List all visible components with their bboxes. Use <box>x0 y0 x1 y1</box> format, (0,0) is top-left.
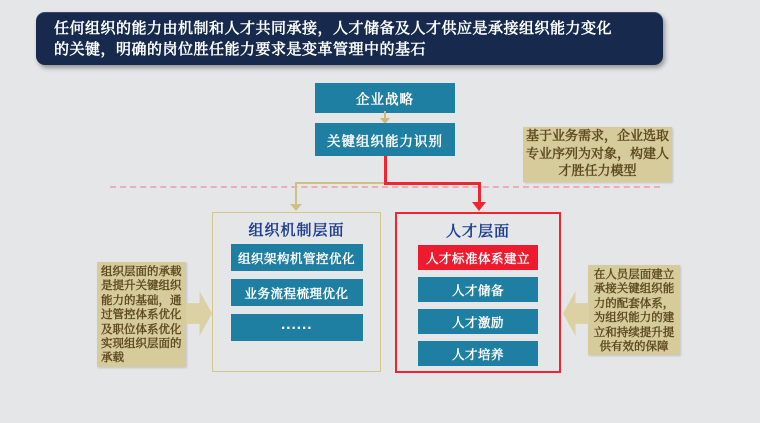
org-item-ellipsis: ······ <box>231 314 363 341</box>
org-mechanism-title: 组织机制层面 <box>248 221 345 239</box>
header-banner <box>36 12 663 65</box>
dashed-divider-line <box>110 186 660 188</box>
talent-item-development: 人才培养 <box>418 341 538 366</box>
connector-red-vertical-right <box>478 182 481 203</box>
header-banner-line2: 的关键，明确的岗位胜任能力要求是变革管理中的基石 <box>54 40 427 58</box>
connector-tan-vertical <box>295 182 297 205</box>
connector-tan-horizontal <box>296 182 386 184</box>
org-item-process-optimization: 业务流程梳理优化 <box>231 279 363 306</box>
tan-arrowhead-icon <box>290 204 302 211</box>
enterprise-strategy-box <box>315 83 455 113</box>
note-org-level <box>97 262 186 367</box>
talent-item-standard-system: 人才标准体系建立 <box>418 245 538 270</box>
connector-red-vertical <box>384 156 387 184</box>
block-arrow-right-icon <box>186 291 212 336</box>
key-capability-box <box>315 123 455 156</box>
block-arrow-left-icon <box>563 291 589 336</box>
note-competency-model-text: 基于业务需求，企业选取专业序列为对象，构建人才胜任力模型 <box>526 129 670 179</box>
talent-item-reserve: 人才储备 <box>418 277 538 302</box>
note-org-level-text: 组织层面的承载是提升关键组织能力的基础，通过管控体系优化及职位体系优化实现组织层面的承载 <box>101 264 182 365</box>
note-personnel-level <box>588 265 680 355</box>
key-capability-label: 关键组织能力识别 <box>327 133 443 150</box>
red-arrowhead-icon <box>472 202 486 211</box>
enterprise-strategy-label: 企业战略 <box>356 92 414 108</box>
talent-item-incentive: 人才激励 <box>418 309 538 334</box>
note-personnel-level-text: 在人员层面建立承接关键组织能力的配套体系，为组织能力的建立和持续提升提供有效的保障 <box>593 267 675 354</box>
org-mechanism-section <box>212 212 381 372</box>
header-banner-line1: 任何组织的能力由机制和人才共同承接，人才储备及人才供应是承接组织能力变化 <box>54 19 613 37</box>
connector-red-horizontal <box>384 182 480 185</box>
org-item-structure-control: 组织架构机管控优化 <box>231 244 363 271</box>
talent-section <box>395 212 561 373</box>
note-competency-model <box>523 127 672 182</box>
talent-section-title: 人才层面 <box>445 222 510 240</box>
